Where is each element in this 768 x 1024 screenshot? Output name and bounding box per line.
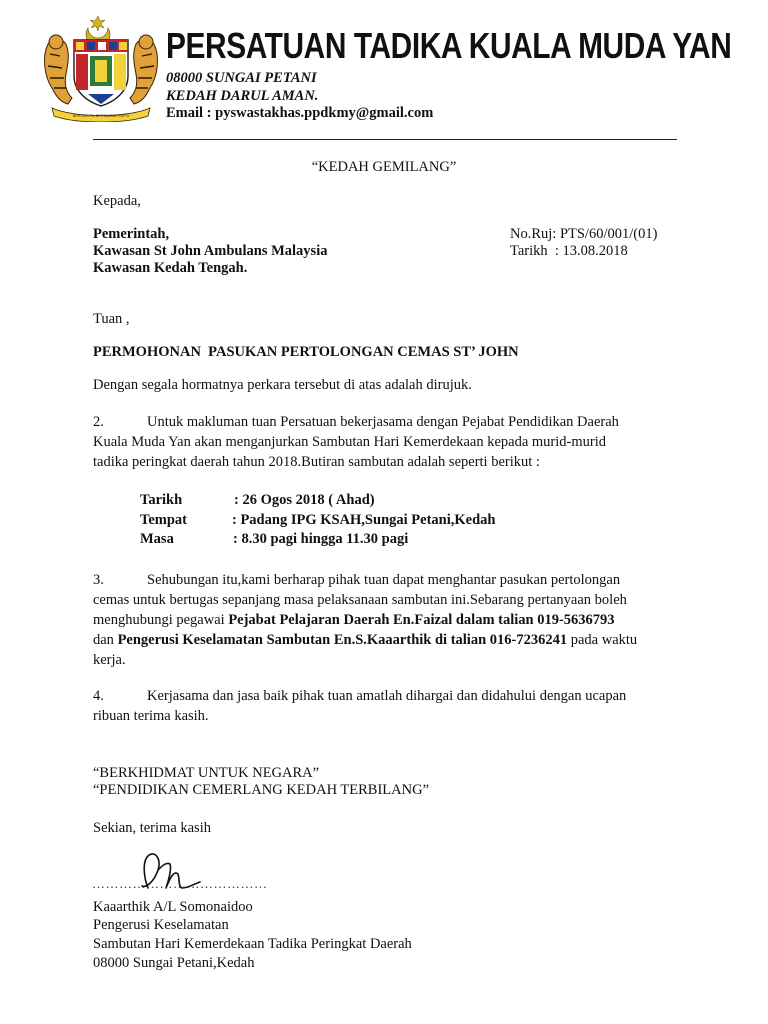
organisation-name: PERSATUAN TADIKA KUALA MUDA YAN xyxy=(166,25,732,66)
paragraph-3-line-4-text-b: pada waktu xyxy=(567,632,638,648)
paragraph-3 xyxy=(93,570,683,670)
signatory-name: Kaaarthik A/L Somonaidoo xyxy=(93,899,253,915)
paragraph-3-line-4-text-a: dan xyxy=(93,632,118,648)
email-address: Email : pyswastakhas.ppdkmy@gmail.com xyxy=(166,105,434,121)
event-time-label: Masa xyxy=(140,531,174,547)
recipient-line-2: Kawasan St John Ambulans Malaysia xyxy=(93,243,328,259)
paragraph-3-line-3-text: menghubungi pegawai xyxy=(93,612,229,628)
recipient-line-3: Kawasan Kedah Tengah. xyxy=(93,260,248,276)
paragraph-2-line-2: Kuala Muda Yan akan menganjurkan Sambutan Hari Kemerdekaan kepada murid-murid xyxy=(93,434,606,450)
signatory-organisation: Sambutan Hari Kemerdekaan Tadika Peringkat Daerah xyxy=(93,936,412,952)
contact-officer-text: Pejabat Pelajaran Daerah En.Faizal dalam talian 019-5636793 xyxy=(228,612,615,628)
signatory-title: Pengerusi Keselamatan xyxy=(93,917,229,933)
event-date-value: : 26 Ogos 2018 ( Ahad) xyxy=(234,492,375,508)
event-date-label: Tarikh xyxy=(140,492,183,508)
event-venue-label: Tempat xyxy=(140,512,187,528)
coat-of-arms-logo xyxy=(38,14,164,122)
safety-chairman-contact-text: Pengerusi Keselamatan Sambutan En.S.Kaaarthik di talian 016-7236241 xyxy=(117,632,568,648)
reference-number: No.Ruj: PTS/60/001/(01) xyxy=(510,226,658,242)
paragraph-4-line-2: ribuan terima kasih. xyxy=(93,708,209,724)
paragraph-2-line-3: tadika peringkat daerah tahun 2018.Butiran sambutan adalah seperti berikut : xyxy=(93,454,540,470)
address-line-2: KEDAH DARUL AMAN. xyxy=(166,88,319,104)
crest-motto-text: BERSEKUTU BERTAMBAH MUTU xyxy=(72,114,130,118)
letter-date: Tarikh : 13.08.2018 xyxy=(510,243,628,259)
paragraph-3-line-2: cemas untuk bertugas sepanjang masa pelaksanaan sambutan ini.Sebarang pertanyaan boleh xyxy=(93,592,627,608)
paragraph-4-line-1: Kerjasama dan jasa baik pihak tuan amatlah dihargai dan didahului dengan ucapan xyxy=(147,688,627,704)
paragraph-3-line-5: kerja. xyxy=(93,652,126,668)
signature-line: ………………………………… xyxy=(92,876,268,891)
address-line-1: 08000 SUNGAI PETANI xyxy=(166,70,317,86)
closing-remark: Sekian, terima kasih xyxy=(93,820,211,836)
paragraph-2-number: 2. xyxy=(93,414,104,430)
recipient-salutation: Kepada, xyxy=(93,193,141,209)
state-motto: “KEDAH GEMILANG” xyxy=(311,159,457,175)
closing-motto-1: “BERKHIDMAT UNTUK NEGARA” xyxy=(93,765,320,781)
paragraph-2 xyxy=(93,412,683,472)
signatory-address: 08000 Sungai Petani,Kedah xyxy=(93,955,255,971)
recipient-line-1: Pemerintah, xyxy=(93,226,170,242)
paragraph-3-number: 3. xyxy=(93,572,104,588)
closing-motto-2: “PENDIDIKAN CEMERLANG KEDAH TERBILANG” xyxy=(93,782,430,798)
greeting: Tuan , xyxy=(93,311,130,327)
event-time-value: : 8.30 pagi hingga 11.30 pagi xyxy=(233,531,409,547)
letterhead-divider xyxy=(93,139,677,140)
paragraph-4 xyxy=(93,686,683,726)
paragraph-4-number: 4. xyxy=(93,688,104,704)
letter-subject: PERMOHONAN PASUKAN PERTOLONGAN CEMAS ST’ JOHN xyxy=(93,344,519,360)
event-venue-value: : Padang IPG KSAH,Sungai Petani,Kedah xyxy=(232,512,496,528)
paragraph-3-line-1: Sehubungan itu,kami berharap pihak tuan dapat menghantar pasukan pertolongan xyxy=(147,572,621,588)
paragraph-1: Dengan segala hormatnya perkara tersebut di atas adalah dirujuk. xyxy=(93,377,472,393)
paragraph-2-line-1: Untuk makluman tuan Persatuan bekerjasama dengan Pejabat Pendidikan Daerah xyxy=(147,414,619,430)
